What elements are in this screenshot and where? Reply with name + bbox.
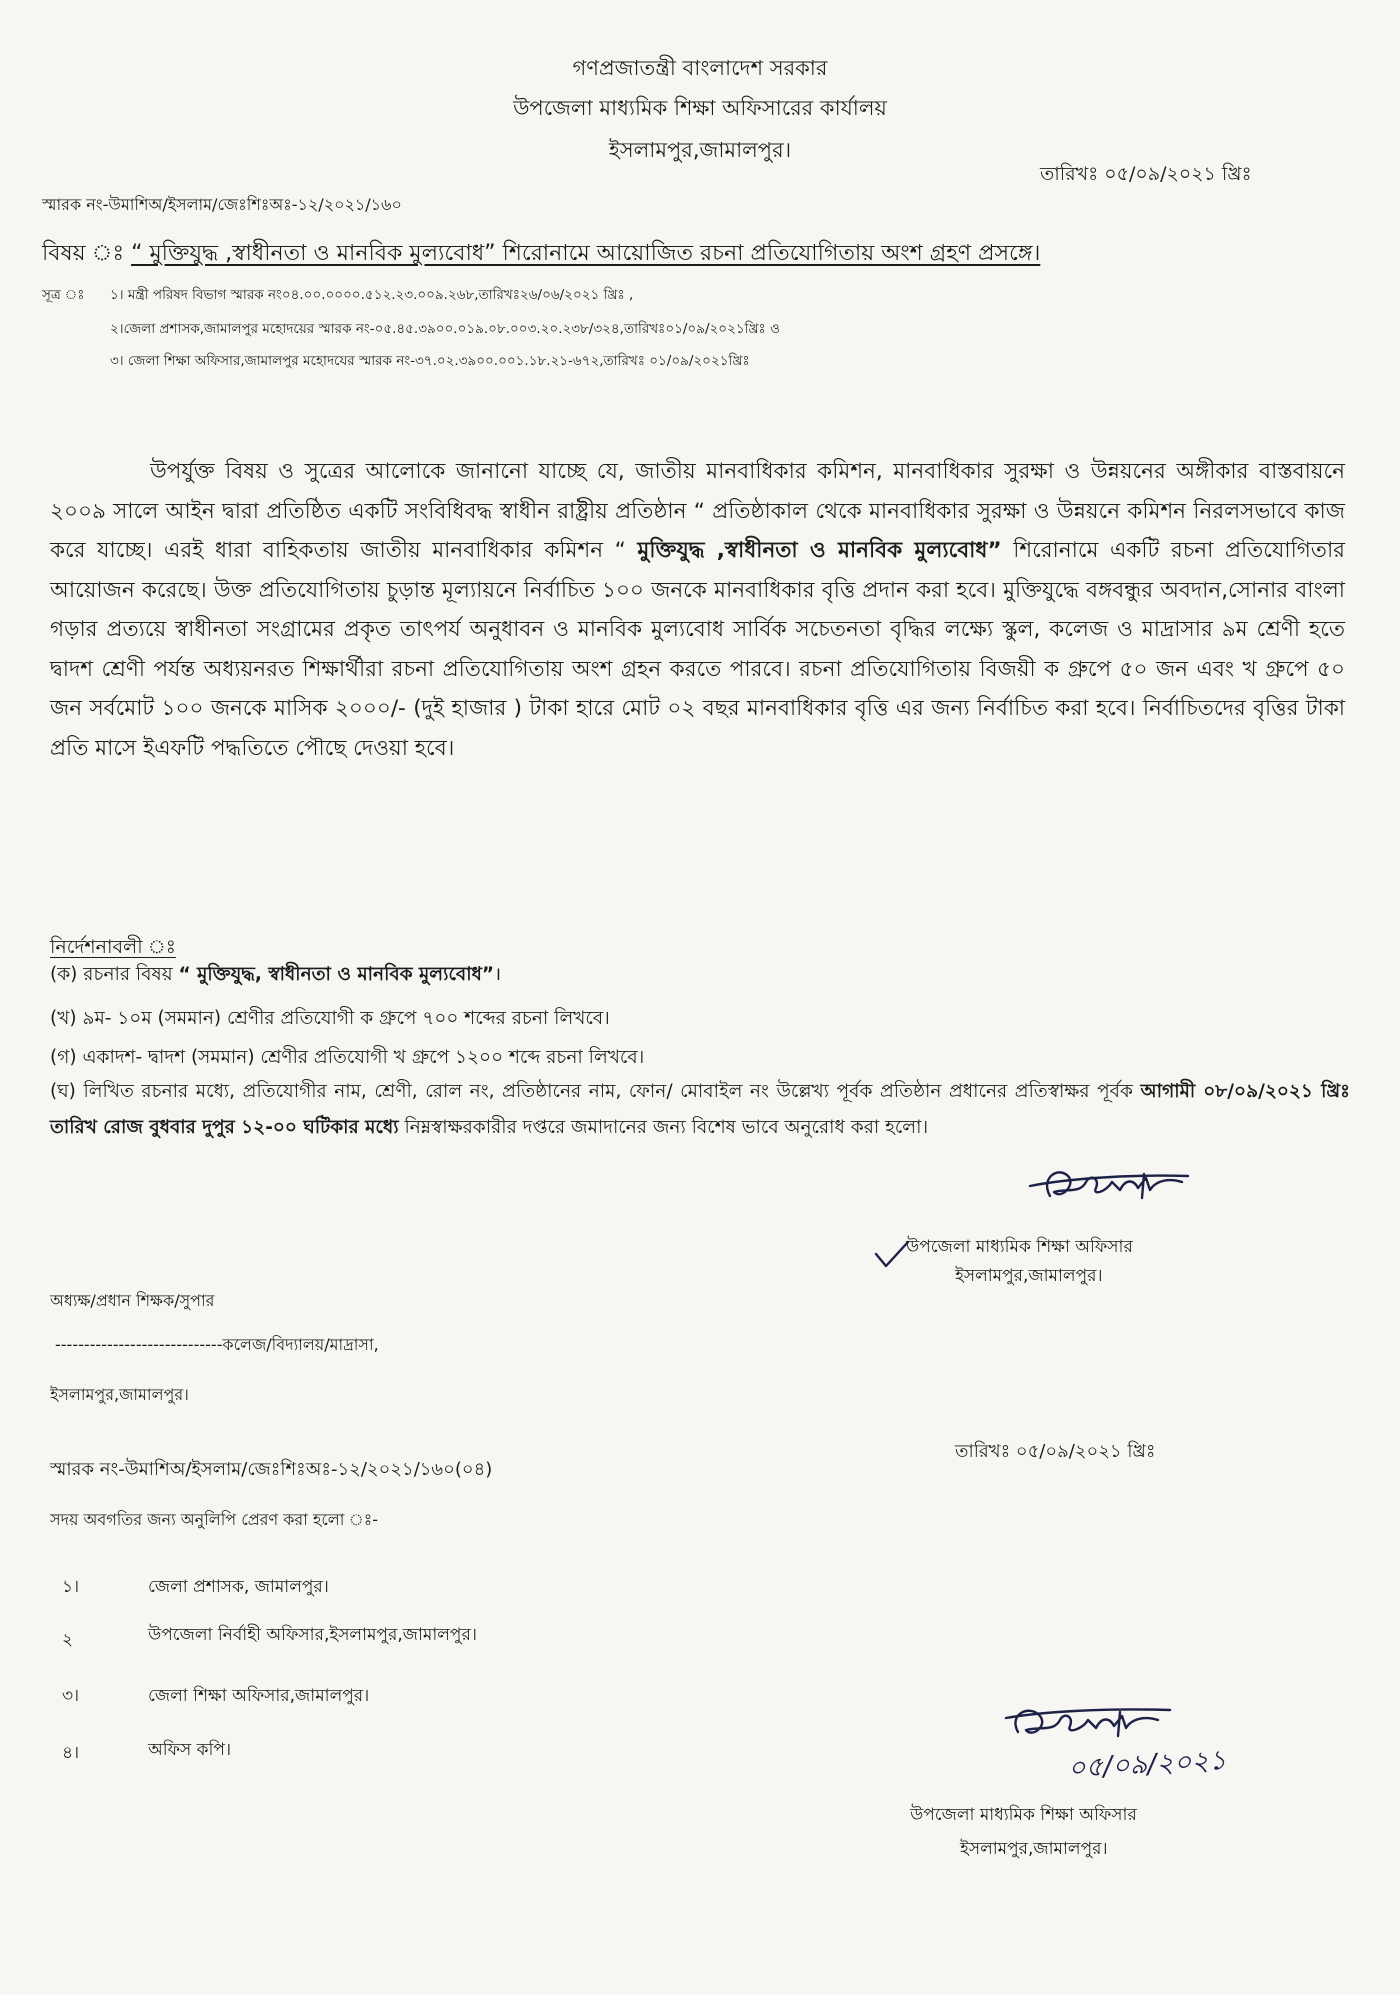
- instructions-title: নির্দেশনাবলী ঃ: [50, 936, 176, 958]
- body-part-1: উপর্যুক্ত বিষয় ও সুত্রের আলোকে জানানো যাচ্ছে যে, জাতীয় মানবাধিকার কমিশন, মানবাধিকার সুরক্ষা ও উন্নয়নের অঙ্গীকার বাস্তবায়নে ২০০৯ সালে আইন দ্বারা প্রতিষ্ঠিত একটি সংবিধিবদ্ধ স্বাধীন রাষ্ট্রীয় প্রতিষ্ঠান “ প্রতিষ্ঠাকাল থেকে মানবাধিকার সুরক্ষা ও উন্নয়নে কমিশন নিরলসভাবে কাজ করে যাচ্ছে। এরই ধারা বাহিকতায় জাতীয় মানবাধিকার কমিশন “: [50, 459, 1345, 563]
- instruction-kh: (খ) ৯ম- ১০ম (সমমান) শ্রেণীর প্রতিযোগী ক গ্রুপে ৭০০ শব্দের রচনা লিখবে।: [50, 1008, 610, 1029]
- subject-text: “ মুক্তিযুদ্ধ ,স্বাধীনতা ও মানবিক মুল্যবোধ” শিরোনামে আয়োজিত রচনা প্রতিযোগিতায় অংশ গ্রহণ প্রসঙ্গে।: [131, 241, 1041, 266]
- instruction-k-end: ।: [494, 964, 502, 985]
- subject-label: বিষয় ঃ: [42, 241, 125, 266]
- govt-title: গণপ্রজাতন্ত্রী বাংলাদেশ সরকার: [572, 56, 828, 80]
- ref-item-3: ৩। জেলা শিক্ষা অফিসার,জামালপুর মহোদযের স্মারক নং-৩৭.০২.৩৯০০.০০১.১৮.২১-৬৭২,তারিখঃ ০১/০৯/২০২১খ্রিঃ: [110, 353, 750, 369]
- ref-item-1: ১। মন্ত্রী পরিষদ বিভাগ স্মারক নং০৪.০০.০০০০.৫১২.২৩.০০৯.২৬৮,তারিখঃ২৬/০৬/২০২১ খ্রিঃ ,: [110, 287, 634, 303]
- memo-2-date: তারিখঃ ০৫/০৯/২০২১ খ্রিঃ: [955, 1441, 1156, 1462]
- copy-num-4: ৪।: [62, 1743, 80, 1763]
- instruction-gh: [50, 1074, 1350, 1146]
- instruction-g: (গ) একাদশ- দ্বাদশ (সমমান) শ্রেণীর প্রতিযোগী খ গ্রুপে ১২০০ শব্দে রচনা লিখবে।: [50, 1047, 645, 1068]
- signature-1: [1010, 1148, 1200, 1228]
- body-part-2: শিরোনামে একটি রচনা প্রতিযোগিতার আয়োজন করেছে। উক্ত প্রতিযোগিতায় চুড়ান্ত মূল্যায়নে নির্বাচিত ১০০ জনকে মানবাধিকার বৃত্তি প্রদান করা হবে। মুক্তিযুদ্ধে বঙ্গবন্ধুর অবদান,সোনার বাংলা গড়ার প্রত্যয়ে স্বাধীনতা সংগ্রামের প্রকৃত তাৎপর্য অনুধাবন ও মানবিক মুল্যবোধ সার্বিক সচেতনতা বৃদ্ধির লক্ষ্যে স্কুল, কলেজ ও মাদ্রাসার ৯ম শ্রেণী হতে দ্বাদশ শ্রেণী পর্যন্ত অধ্যয়নরত শিক্ষার্থীরা রচনা প্রতিযোগিতায় অংশ গ্রহন করতে পারবে। রচনা প্রতিযোগিতায় বিজয়ী ক গ্রুপে ৫০ জন এবং খ গ্রুপে ৫০ জন সর্বমোট ১০০ জনকে মাসিক ২০০০/- (দুই হাজার ) টাকা হারে মোট ০২ বছর মানবাধিকার বৃত্তি এর জন্য নির্বাচিত করা হবে। নির্বাচিতদের বৃত্তির টাকা প্রতি মাসে ইএফটি পদ্ধতিতে পৌছে দেওয়া হবে।: [50, 538, 1345, 761]
- ref-label: সূত্র ঃ: [42, 287, 85, 303]
- copy-num-3: ৩।: [62, 1686, 80, 1706]
- copy-item-1: জেলা প্রশাসক, জামালপুর।: [148, 1577, 329, 1597]
- signature-1-title: উপজেলা মাধ্যমিক শিক্ষা অফিসার: [906, 1237, 1133, 1257]
- memo-date: তারিখঃ ০৫/০৯/২০২১ খ্রিঃ: [1040, 163, 1252, 185]
- subject-line: [42, 236, 1040, 273]
- instruction-k: [50, 960, 501, 991]
- copy-num-2: ২: [62, 1630, 74, 1650]
- body-bold-title: মুক্তিযুদ্ধ ,স্বাধীনতা ও মানবিক মুল্যবোধ”: [637, 538, 1002, 563]
- instruction-k-label: (ক): [50, 964, 78, 985]
- recipient-line-2: -----------------------------কলেজ/বিদ্যালয়/মাদ্রাসা,: [55, 1335, 379, 1354]
- signature-2-title: উপজেলা মাধ্যমিক শিক্ষা অফিসার: [910, 1805, 1137, 1825]
- recipient-line-3: ইসলামপুর,জামালপুর।: [50, 1385, 189, 1404]
- signature-1-place: ইসলামপুর,জামালপুর।: [955, 1266, 1103, 1286]
- recipient-line-1: অধ্যক্ষ/প্রধান শিক্ষক/সুপার: [50, 1291, 215, 1310]
- handwritten-date: ০৫/০৯/২০২১: [1067, 1744, 1228, 1785]
- memo-number: স্মারক নং-উমাশিঅ/ইসলাম/জেঃশিঃঅঃ-১২/২০২১/১৬০: [42, 195, 402, 214]
- memo-2-number: স্মারক নং-উমাশিঅ/ইসলাম/জেঃশিঃঅঃ-১২/২০২১/১৬০(০৪): [50, 1459, 493, 1480]
- office-location: ইসলামপুর,জামালপুর।: [608, 138, 792, 162]
- office-title: উপজেলা মাধ্যমিক শিক্ষা অফিসারের কার্যালয়: [513, 96, 887, 120]
- instruction-gh-bold: আগামী ০৮/০৯/২০২১ খ্রিঃ তারিখ রোজ বুধবার দুপুর ১২-০০ ঘটিকার মধ্যে: [50, 1081, 1350, 1138]
- copy-item-4: অফিস কপি।: [148, 1740, 232, 1760]
- instruction-gh-part1: (ঘ) লিখিত রচনার মধ্যে, প্রতিযোগীর নাম, শ্রেণী, রোল নং, প্রতিষ্ঠানের নাম, ফোন/ মোবাইল নং উল্লেখ্য পূর্বক প্রতিষ্ঠান প্রধানের প্রতিস্বাক্ষর পূর্বক: [50, 1081, 1141, 1102]
- copy-num-1: ১।: [62, 1577, 80, 1597]
- copy-item-2: উপজেলা নির্বাহী অফিসার,ইসলামপুর,জামালপুর।: [148, 1625, 477, 1645]
- signature-2-place: ইসলামপুর,জামালপুর।: [960, 1839, 1108, 1859]
- ref-item-2: ২।জেলা প্রশাসক,জামালপুর মহোদয়ের স্মারক নং-০৫.৪৫.৩৯০০.০১৯.০৮.০০৩.২০.২৩৮/৩২৪,তারিখঃ০১/০৯/২০২১খ্রিঃ ও: [110, 321, 780, 337]
- body-paragraph: [50, 452, 1345, 768]
- instruction-k-text: রচনার বিষয়: [83, 964, 173, 985]
- instruction-gh-part2: নিম্নস্বাক্ষরকারীর দপ্তরে জমাদানের জন্য বিশেষ ভাবে অনুরোধ করা হলো।: [398, 1117, 929, 1138]
- copy-intro: সদয় অবগতির জন্য অনুলিপি প্রেরণ করা হলো ঃ-: [50, 1510, 379, 1529]
- instruction-k-bold: “ মুক্তিযুদ্ধ, স্বাধীনতা ও মানবিক মুল্যবোধ”: [178, 964, 495, 985]
- copy-item-3: জেলা শিক্ষা অফিসার,জামালপুর।: [148, 1686, 370, 1706]
